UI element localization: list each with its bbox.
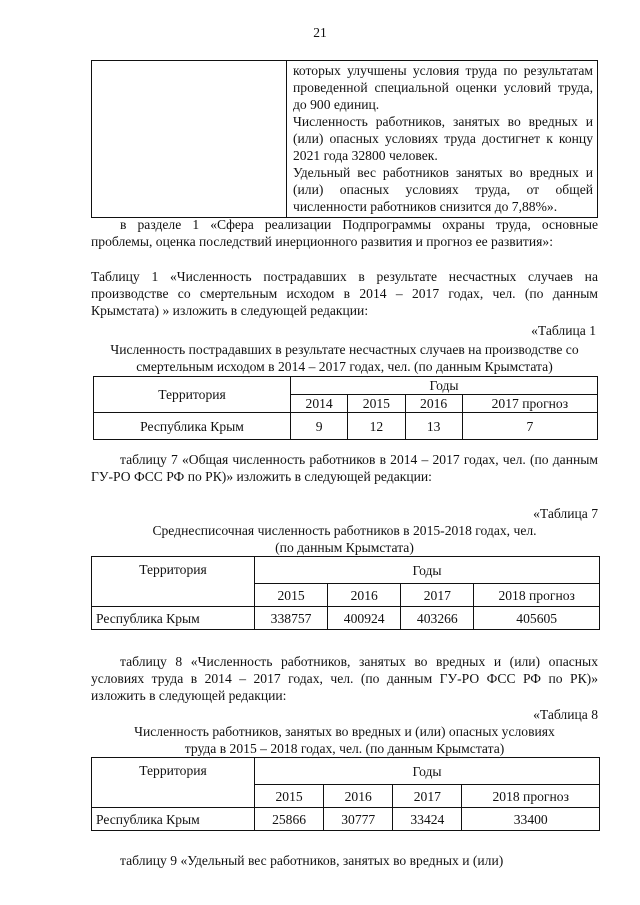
table7-title-line1: Среднесписочная численность работников в 2015-2018 годах, чел. xyxy=(152,523,537,538)
header-years: Годы xyxy=(255,758,600,785)
row-name: Республика Крым xyxy=(94,413,291,440)
year-cell: 2018 прогноз xyxy=(474,584,600,607)
header-territory: Территория xyxy=(94,377,291,413)
table8 xyxy=(91,757,600,831)
paragraph-section1: в разделе 1 «Сфера реализации Подпрограммы охраны труда, основные проблемы, оценка последствий инерционного развития и прогноз ее развития»: xyxy=(91,217,598,249)
year-cell: 2015 xyxy=(348,395,405,413)
indicator-text: которых улучшены условия труда по результатам проведенной специальной оценки условий труда, до 900 единиц. xyxy=(293,63,593,112)
year-cell: 2018 прогноз xyxy=(462,785,600,808)
value-cell: 403266 xyxy=(401,607,474,630)
table7 xyxy=(91,556,600,630)
year-cell: 2017 xyxy=(401,584,474,607)
year-cell: 2016 xyxy=(405,395,462,413)
year-cell: 2015 xyxy=(255,785,324,808)
indicator-text: Удельный вес работников занятых во вредных и (или) опасных условиях труда, от общей численности работников снизится до 7,88%». xyxy=(293,165,593,214)
header-territory: Территория xyxy=(92,758,255,808)
year-cell: 2016 xyxy=(324,785,393,808)
year-cell: 2015 xyxy=(255,584,328,607)
year-cell: 2017 xyxy=(393,785,462,808)
continuation-table xyxy=(91,60,598,218)
row-name: Республика Крым xyxy=(92,607,255,630)
year-cell: 2016 xyxy=(328,584,401,607)
paragraph-table7-intro: таблицу 7 «Общая численность работников в 2014 – 2017 годах, чел. (по данным ГУ-РО ФСС РФ по РК)» изложить в следующей редакции: xyxy=(91,452,598,484)
table7-label: «Таблица 7 xyxy=(533,506,598,521)
value-cell: 33400 xyxy=(462,808,600,831)
value-cell: 338757 xyxy=(255,607,328,630)
table1-label: «Таблица 1 xyxy=(531,323,596,338)
table1 xyxy=(93,376,598,440)
year-cell: 2014 xyxy=(291,395,348,413)
value-cell: 13 xyxy=(405,413,462,440)
header-territory: Территория xyxy=(92,557,255,607)
paragraph-table9-intro: таблицу 9 «Удельный вес работников, занятых во вредных и (или) xyxy=(120,853,504,868)
value-cell: 9 xyxy=(291,413,348,440)
table8-label: «Таблица 8 xyxy=(533,707,598,722)
table7-title-line2: (по данным Крымстата) xyxy=(275,540,414,555)
paragraph-table8-intro: таблицу 8 «Численность работников, занятых во вредных и (или) опасных условиях труда в 2014 – 2017 годах, чел. (по данным ГУ-РО ФСС РФ по РК)» изложить в следующей редакции: xyxy=(91,654,598,703)
header-years: Годы xyxy=(291,377,598,395)
header-years: Годы xyxy=(255,557,600,584)
value-cell: 7 xyxy=(462,413,597,440)
year-cell: 2017 прогноз xyxy=(462,395,597,413)
value-cell: 30777 xyxy=(324,808,393,831)
table1-title: Численность пострадавших в результате несчастных случаев на производстве со смертельным исходом в 2014 – 2017 годах, чел. (по данным Крымстата) xyxy=(110,342,579,374)
empty-cell xyxy=(92,61,287,218)
indicators-cell xyxy=(287,61,598,218)
value-cell: 405605 xyxy=(474,607,600,630)
value-cell: 33424 xyxy=(393,808,462,831)
paragraph-table1-intro: Таблицу 1 «Численность пострадавших в результате несчастных случаев на производстве со смертельным исходом в 2014 – 2017 годах, чел. (по данным Крымстата) » изложить в следующей редакции: xyxy=(91,269,598,318)
value-cell: 400924 xyxy=(328,607,401,630)
row-name: Республика Крым xyxy=(92,808,255,831)
table8-title-line1: Численность работников, занятых во вредных и (или) опасных условиях xyxy=(134,724,555,739)
indicator-text: Численность работников, занятых во вредных и (или) опасных условиях труда достигнет к концу 2021 года 32800 человек. xyxy=(293,114,593,163)
table8-title-line2: труда в 2015 – 2018 годах, чел. (по данным Крымстата) xyxy=(184,741,505,756)
value-cell: 25866 xyxy=(255,808,324,831)
value-cell: 12 xyxy=(348,413,405,440)
page-number: 21 xyxy=(313,25,327,40)
